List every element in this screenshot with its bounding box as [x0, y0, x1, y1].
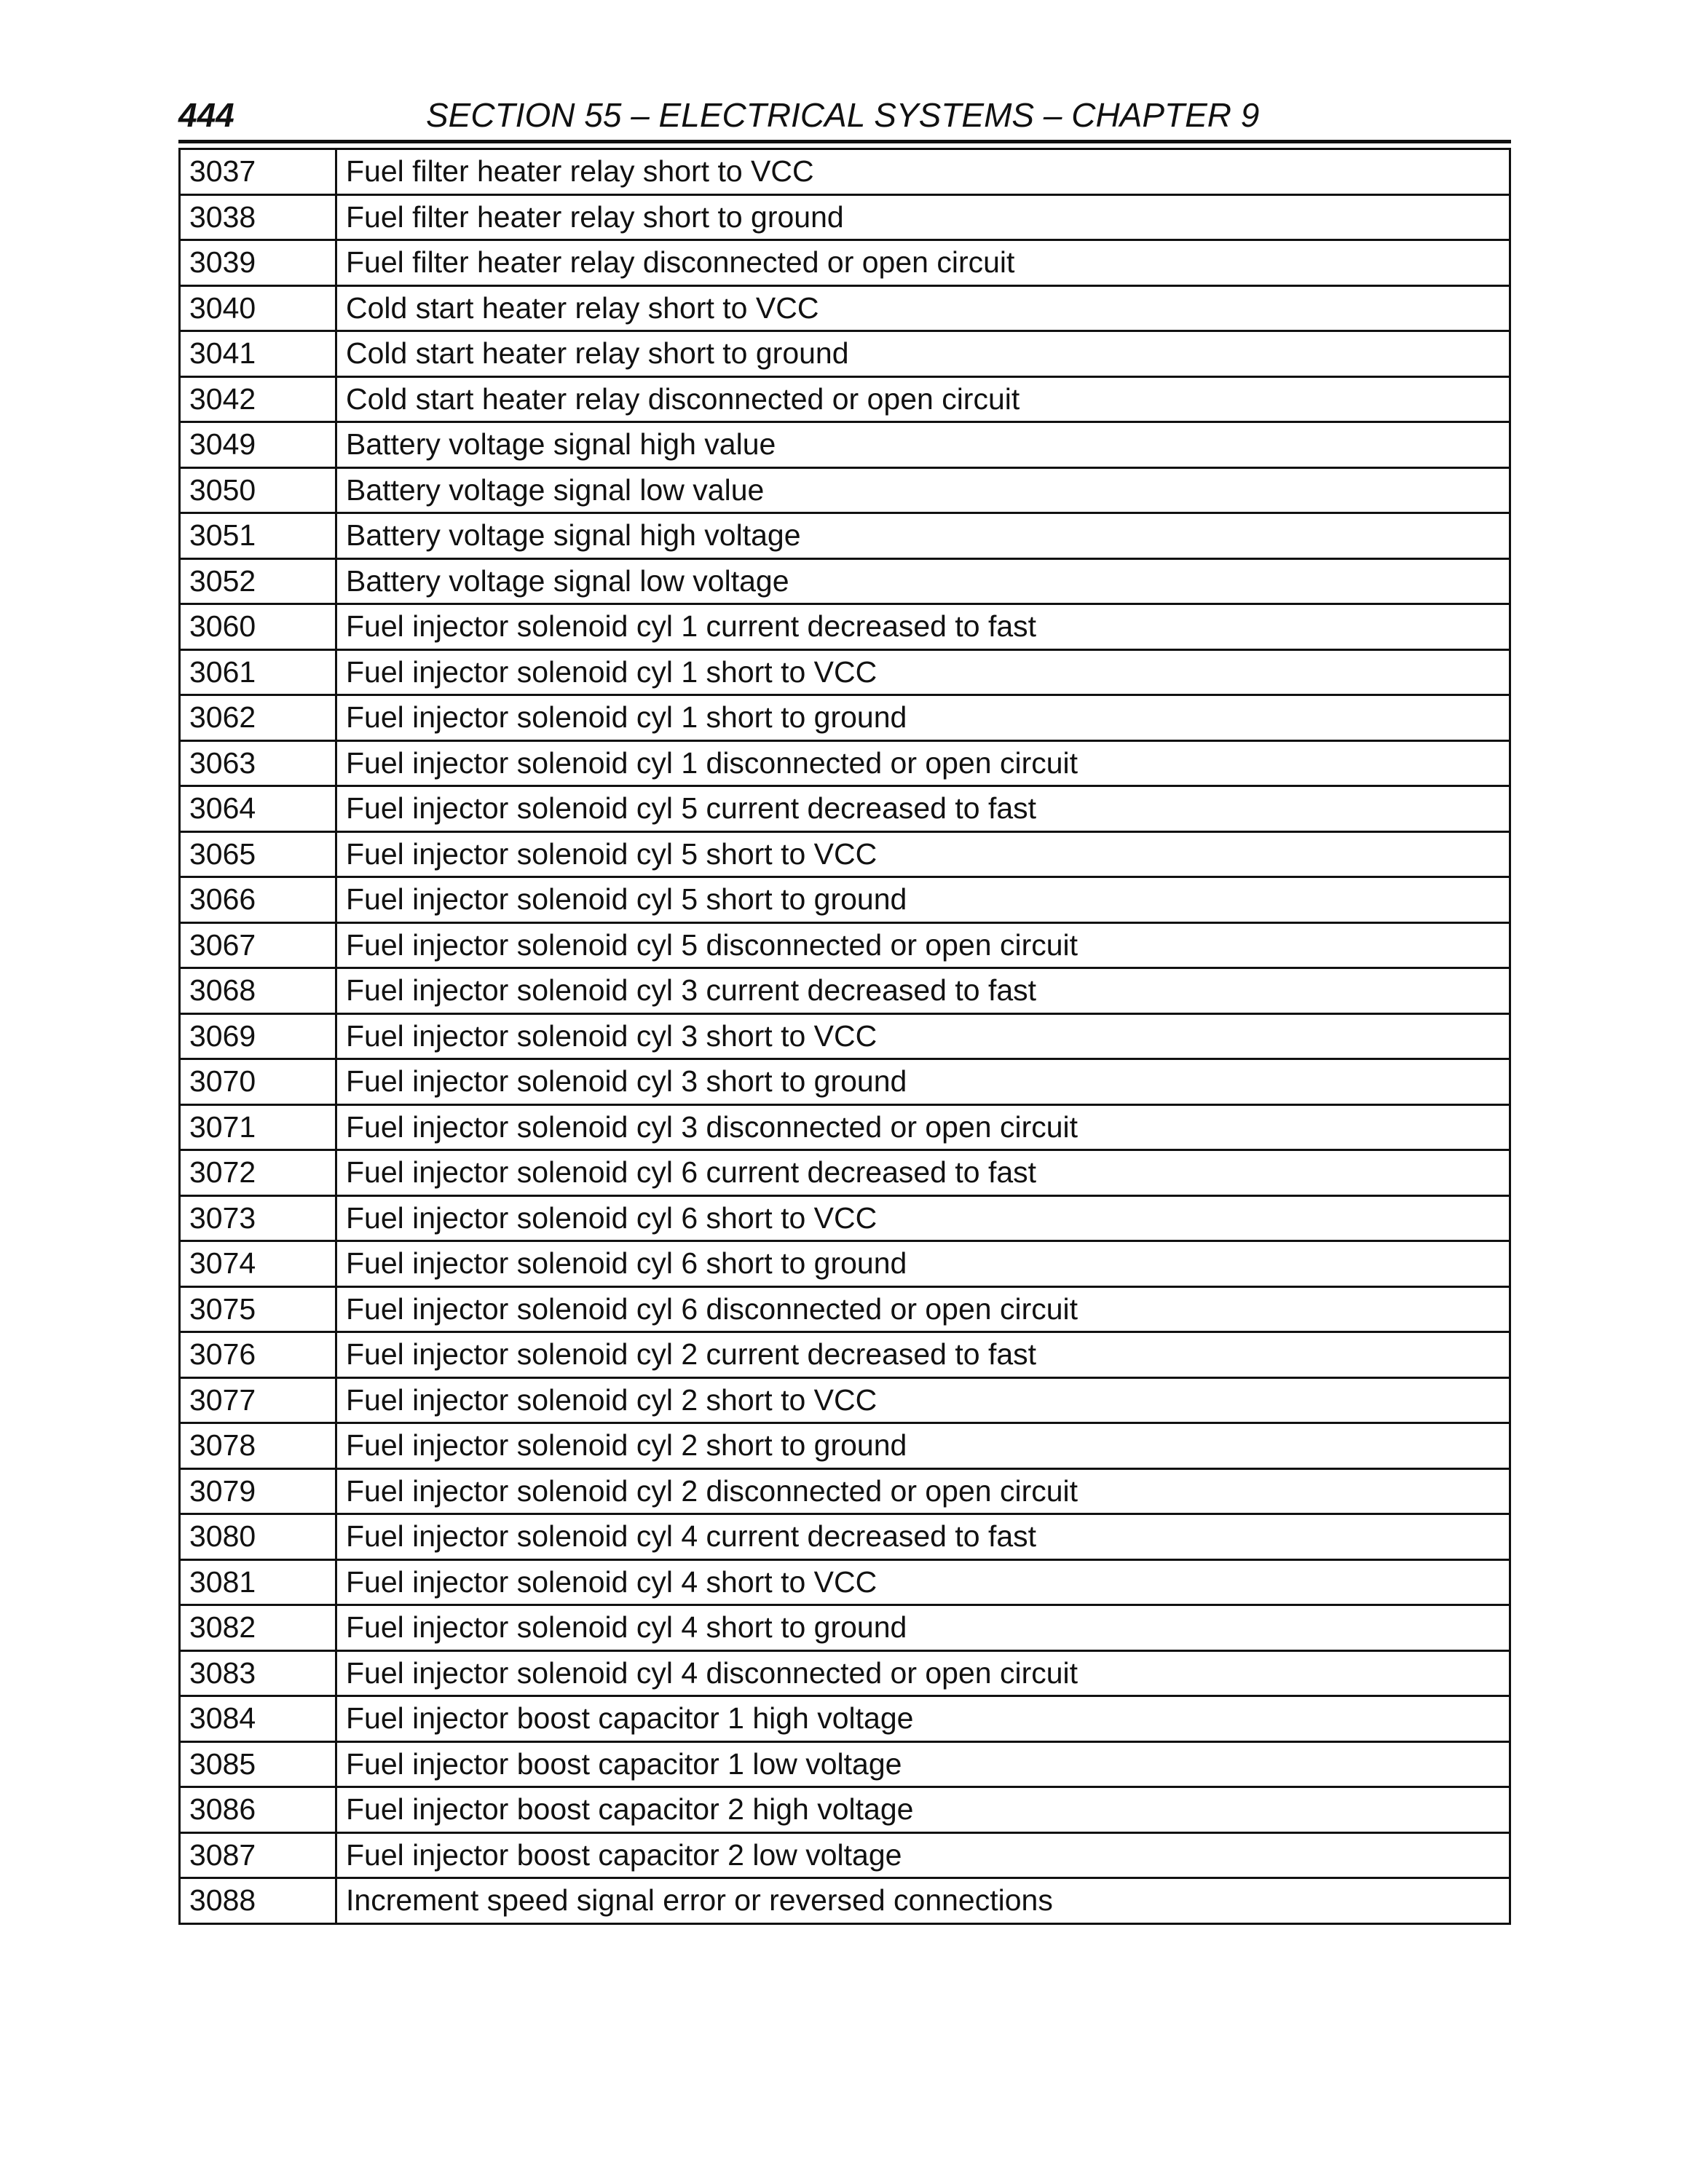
- table-row: [180, 604, 1510, 650]
- table-row: [180, 695, 1510, 741]
- error-description-cell: Fuel injector solenoid cyl 3 disconnected or open circuit: [336, 1104, 1510, 1150]
- error-description-cell: Fuel injector solenoid cyl 3 short to VCC: [336, 1013, 1510, 1059]
- error-code-cell: 3084: [180, 1696, 336, 1742]
- table-row: [180, 149, 1510, 195]
- table-row: [180, 740, 1510, 786]
- error-code-cell: 3086: [180, 1787, 336, 1833]
- table-row: [180, 331, 1510, 377]
- error-code-cell: 3071: [180, 1104, 336, 1150]
- error-description-cell: Fuel injector solenoid cyl 5 disconnected or open circuit: [336, 922, 1510, 968]
- table-row: [180, 1332, 1510, 1378]
- error-description-cell: Fuel injector solenoid cyl 3 short to ground: [336, 1059, 1510, 1105]
- error-description-cell: Fuel injector solenoid cyl 6 short to VCC: [336, 1195, 1510, 1241]
- error-code-cell: 3085: [180, 1741, 336, 1787]
- error-code-cell: 3081: [180, 1559, 336, 1605]
- error-description-cell: Fuel injector boost capacitor 2 high voltage: [336, 1787, 1510, 1833]
- table-row: [180, 467, 1510, 513]
- error-description-cell: Fuel injector solenoid cyl 2 short to ground: [336, 1423, 1510, 1469]
- error-description-cell: Fuel injector boost capacitor 1 high voltage: [336, 1696, 1510, 1742]
- error-code-cell: 3068: [180, 968, 336, 1014]
- error-description-cell: Cold start heater relay disconnected or open circuit: [336, 376, 1510, 422]
- error-description-cell: Fuel injector solenoid cyl 5 current decreased to fast: [336, 786, 1510, 832]
- error-description-cell: Fuel injector solenoid cyl 1 short to VCC: [336, 649, 1510, 695]
- error-description-cell: Fuel injector solenoid cyl 4 current decreased to fast: [336, 1514, 1510, 1560]
- table-row: [180, 968, 1510, 1014]
- error-description-cell: Fuel injector solenoid cyl 5 short to VCC: [336, 831, 1510, 877]
- error-code-cell: 3079: [180, 1468, 336, 1514]
- table-row: [180, 1741, 1510, 1787]
- table-row: [180, 194, 1510, 240]
- table-row: [180, 1104, 1510, 1150]
- table-row: [180, 240, 1510, 286]
- page-number: 444: [178, 96, 234, 134]
- table-row: [180, 1059, 1510, 1105]
- error-description-cell: Battery voltage signal low value: [336, 467, 1510, 513]
- error-code-cell: 3064: [180, 786, 336, 832]
- table-row: [180, 1787, 1510, 1833]
- table-row: [180, 1286, 1510, 1332]
- table-row: [180, 513, 1510, 559]
- section-title: SECTION 55 – ELECTRICAL SYSTEMS – CHAPTER 9: [426, 96, 1260, 134]
- table-row: [180, 922, 1510, 968]
- error-code-cell: 3063: [180, 740, 336, 786]
- error-code-cell: 3049: [180, 422, 336, 468]
- error-description-cell: Fuel injector solenoid cyl 1 current decreased to fast: [336, 604, 1510, 650]
- error-description-cell: Fuel injector solenoid cyl 5 short to ground: [336, 877, 1510, 923]
- error-code-cell: 3070: [180, 1059, 336, 1105]
- table-row: [180, 1650, 1510, 1696]
- table-row: [180, 1468, 1510, 1514]
- error-code-cell: 3073: [180, 1195, 336, 1241]
- error-description-cell: Fuel filter heater relay disconnected or open circuit: [336, 240, 1510, 286]
- error-description-cell: Fuel filter heater relay short to VCC: [336, 149, 1510, 195]
- error-description-cell: Fuel injector solenoid cyl 6 disconnected or open circuit: [336, 1286, 1510, 1332]
- error-code-cell: 3062: [180, 695, 336, 741]
- table-row: [180, 1832, 1510, 1878]
- error-code-cell: 3061: [180, 649, 336, 695]
- table-row: [180, 877, 1510, 923]
- table-row: [180, 1423, 1510, 1469]
- table-row: [180, 831, 1510, 877]
- error-code-cell: 3074: [180, 1241, 336, 1287]
- error-description-cell: Battery voltage signal low voltage: [336, 558, 1510, 604]
- error-code-cell: 3069: [180, 1013, 336, 1059]
- error-code-cell: 3052: [180, 558, 336, 604]
- error-code-table-body: [180, 149, 1510, 1924]
- error-description-cell: Fuel injector solenoid cyl 6 short to ground: [336, 1241, 1510, 1287]
- table-row: [180, 1377, 1510, 1423]
- error-description-cell: Battery voltage signal high voltage: [336, 513, 1510, 559]
- table-row: [180, 1605, 1510, 1651]
- error-description-cell: Fuel injector solenoid cyl 2 short to VCC: [336, 1377, 1510, 1423]
- table-row: [180, 1878, 1510, 1924]
- error-description-cell: Cold start heater relay short to ground: [336, 331, 1510, 377]
- error-description-cell: Cold start heater relay short to VCC: [336, 285, 1510, 331]
- error-description-cell: Fuel injector solenoid cyl 1 short to ground: [336, 695, 1510, 741]
- page-header: [178, 93, 1511, 137]
- error-code-cell: 3050: [180, 467, 336, 513]
- error-description-cell: Fuel injector solenoid cyl 3 current decreased to fast: [336, 968, 1510, 1014]
- error-code-cell: 3087: [180, 1832, 336, 1878]
- table-row: [180, 285, 1510, 331]
- error-code-cell: 3060: [180, 604, 336, 650]
- table-row: [180, 786, 1510, 832]
- table-row: [180, 1195, 1510, 1241]
- error-code-cell: 3075: [180, 1286, 336, 1332]
- error-description-cell: Fuel injector solenoid cyl 2 disconnected or open circuit: [336, 1468, 1510, 1514]
- table-row: [180, 1514, 1510, 1560]
- error-description-cell: Fuel injector boost capacitor 1 low voltage: [336, 1741, 1510, 1787]
- error-description-cell: Fuel injector solenoid cyl 6 current decreased to fast: [336, 1150, 1510, 1196]
- error-code-cell: 3067: [180, 922, 336, 968]
- error-description-cell: Fuel injector solenoid cyl 4 disconnected or open circuit: [336, 1650, 1510, 1696]
- error-description-cell: Fuel injector solenoid cyl 1 disconnected or open circuit: [336, 740, 1510, 786]
- error-code-cell: 3066: [180, 877, 336, 923]
- error-code-cell: 3076: [180, 1332, 336, 1378]
- error-description-cell: Fuel filter heater relay short to ground: [336, 194, 1510, 240]
- error-code-cell: 3082: [180, 1605, 336, 1651]
- table-row: [180, 1241, 1510, 1287]
- table-row: [180, 649, 1510, 695]
- error-code-cell: 3051: [180, 513, 336, 559]
- error-code-cell: 3042: [180, 376, 336, 422]
- error-description-cell: Battery voltage signal high value: [336, 422, 1510, 468]
- header-rule: [178, 140, 1511, 143]
- error-description-cell: Fuel injector solenoid cyl 2 current decreased to fast: [336, 1332, 1510, 1378]
- error-code-table: [178, 148, 1511, 1925]
- error-code-cell: 3077: [180, 1377, 336, 1423]
- error-code-cell: 3072: [180, 1150, 336, 1196]
- error-description-cell: Fuel injector solenoid cyl 4 short to ground: [336, 1605, 1510, 1651]
- error-code-cell: 3078: [180, 1423, 336, 1469]
- error-description-cell: Increment speed signal error or reversed connections: [336, 1878, 1510, 1924]
- table-row: [180, 376, 1510, 422]
- table-row: [180, 558, 1510, 604]
- error-code-cell: 3040: [180, 285, 336, 331]
- table-row: [180, 1013, 1510, 1059]
- error-code-cell: 3037: [180, 149, 336, 195]
- table-row: [180, 422, 1510, 468]
- table-row: [180, 1150, 1510, 1196]
- error-code-cell: 3065: [180, 831, 336, 877]
- error-description-cell: Fuel injector solenoid cyl 4 short to VCC: [336, 1559, 1510, 1605]
- error-description-cell: Fuel injector boost capacitor 2 low voltage: [336, 1832, 1510, 1878]
- error-code-cell: 3088: [180, 1878, 336, 1924]
- table-row: [180, 1559, 1510, 1605]
- error-code-cell: 3039: [180, 240, 336, 286]
- table-row: [180, 1696, 1510, 1742]
- error-code-cell: 3038: [180, 194, 336, 240]
- error-code-cell: 3083: [180, 1650, 336, 1696]
- error-code-cell: 3080: [180, 1514, 336, 1560]
- error-code-cell: 3041: [180, 331, 336, 377]
